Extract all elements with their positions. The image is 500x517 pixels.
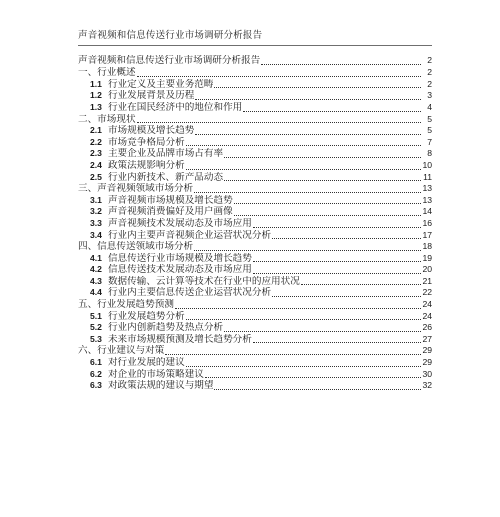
toc-entry-title: 未来市场规模预测及增长趋势分析 [107, 333, 252, 345]
toc-entry-title: 六、行业建议与对策 [78, 345, 165, 357]
toc-entry-page-number: 5 [427, 125, 432, 136]
toc-entry-title: 行业内主要声音视频企业运营状况分析 [107, 229, 272, 241]
toc-entry[interactable] [78, 206, 432, 218]
toc-entry-page-number: 27 [422, 333, 432, 344]
toc-dot-leader [253, 272, 421, 274]
toc-entry[interactable] [78, 79, 432, 91]
toc-entry-number: 6.3 [90, 380, 102, 391]
toc-entry[interactable] [78, 67, 432, 79]
toc-entry-page-number: 14 [422, 206, 432, 217]
toc-entry[interactable] [78, 241, 432, 253]
toc-entry-title: 行业发展趋势分析 [107, 310, 185, 322]
toc-entry-page-number: 20 [422, 264, 432, 275]
toc-entry-page-number: 5 [427, 113, 432, 124]
toc-entry-page-number: 24 [422, 310, 432, 321]
toc-entry-number: 2.2 [90, 136, 102, 147]
toc-entry[interactable] [78, 287, 432, 299]
toc-entry-number: 3.2 [90, 206, 102, 217]
toc-dot-leader [234, 214, 421, 216]
toc-entry-number: 2.3 [90, 148, 102, 159]
toc-entry-page-number: 10 [422, 159, 432, 170]
toc-entry-number: 5.1 [90, 310, 102, 321]
toc-entry[interactable] [78, 125, 432, 137]
toc-entry-title: 行业内新技术、新产品动态 [107, 171, 224, 183]
toc-entry[interactable] [78, 195, 432, 207]
toc-entry[interactable] [78, 322, 432, 334]
toc-entry[interactable] [78, 311, 432, 323]
toc-entry[interactable] [78, 334, 432, 346]
toc-entry-title: 二、市场现状 [78, 113, 136, 125]
toc-entry[interactable] [78, 114, 432, 126]
table-of-contents [78, 55, 432, 392]
toc-entry-page-number: 22 [422, 287, 432, 298]
toc-entry-title: 对政策法规的建议与期望 [107, 380, 214, 392]
toc-entry-number: 4.1 [90, 252, 102, 263]
toc-entry-page-number: 21 [422, 275, 432, 286]
toc-dot-leader [214, 86, 421, 88]
toc-entry-page-number: 7 [427, 136, 432, 147]
toc-dot-leader [253, 341, 421, 343]
toc-entry-number: 2.1 [90, 125, 102, 136]
toc-entry-page-number: 3 [427, 90, 432, 101]
toc-entry-page-number: 30 [422, 368, 432, 379]
toc-dot-leader [253, 260, 421, 262]
toc-entry-title: 主要企业及品牌市场占有率 [107, 148, 224, 160]
toc-entry-title: 对企业的市场策略建议 [107, 368, 204, 380]
toc-entry-title: 行业发展背景及历程 [107, 90, 195, 102]
toc-entry-title: 声音视频和信息传送行业市场调研分析报告 [78, 55, 261, 66]
toc-entry-page-number: 16 [422, 217, 432, 228]
toc-entry-title: 一、行业概述 [78, 67, 136, 79]
toc-dot-leader [261, 63, 421, 65]
toc-dot-leader [272, 237, 421, 239]
toc-entry-number: 5.2 [90, 322, 102, 333]
toc-entry[interactable] [78, 299, 432, 311]
toc-entry[interactable] [78, 264, 432, 276]
toc-entry-page-number: 17 [422, 229, 432, 240]
toc-entry-title: 声音视频消费偏好及用户画像 [107, 206, 233, 218]
toc-entry-title: 声音视频技术发展动态及市场应用 [107, 217, 252, 229]
toc-entry[interactable] [78, 380, 432, 392]
toc-dot-leader [194, 191, 421, 193]
toc-entry-number: 6.1 [90, 357, 102, 368]
toc-entry-number: 2.4 [90, 159, 102, 170]
toc-dot-leader [186, 365, 421, 367]
toc-dot-leader [253, 226, 421, 228]
toc-dot-leader [175, 307, 421, 309]
toc-entry-title: 行业定义及主要业务范畴 [107, 78, 214, 90]
toc-entry[interactable] [78, 55, 432, 67]
toc-entry-number: 1.2 [90, 90, 102, 101]
toc-dot-leader [272, 295, 421, 297]
toc-entry-title: 三、声音视频领域市场分析 [78, 183, 194, 195]
toc-entry-page-number: 11 [423, 171, 432, 182]
toc-entry-title: 行业在国民经济中的地位和作用 [107, 101, 243, 113]
toc-entry[interactable] [78, 345, 432, 357]
toc-entry-number: 4.4 [90, 287, 102, 298]
toc-dot-leader [301, 283, 421, 285]
toc-dot-leader [186, 318, 421, 320]
toc-entry[interactable] [78, 102, 432, 114]
toc-dot-leader [165, 353, 421, 355]
toc-entry-title: 市场竞争格局分析 [107, 136, 185, 148]
toc-entry[interactable] [78, 276, 432, 288]
toc-dot-leader [214, 388, 421, 390]
toc-entry[interactable] [78, 230, 432, 242]
toc-entry-title: 声音视频市场规模及增长趋势 [107, 194, 233, 206]
toc-dot-leader [137, 121, 421, 123]
toc-entry[interactable] [78, 357, 432, 369]
toc-entry-number: 3.1 [90, 194, 102, 205]
toc-entry-page-number: 18 [422, 241, 432, 252]
toc-dot-leader [195, 133, 421, 135]
toc-entry-page-number: 2 [427, 78, 432, 89]
toc-entry-number: 4.2 [90, 264, 102, 275]
toc-entry-title: 信息传送行业市场规模及增长趋势 [107, 252, 252, 264]
running-header: 声音视频和信息传送行业市场调研分析报告 [78, 30, 263, 41]
toc-entry-page-number: 4 [427, 101, 432, 112]
toc-entry-title: 行业内创新趋势及热点分析 [107, 322, 224, 334]
toc-dot-leader [195, 98, 421, 100]
toc-entry[interactable] [78, 137, 432, 149]
toc-entry-number: 3.3 [90, 217, 102, 228]
toc-entry[interactable] [78, 160, 432, 172]
toc-entry-page-number: 13 [422, 183, 432, 194]
toc-entry-title: 行业内主要信息传送企业运营状况分析 [107, 287, 272, 299]
toc-entry-page-number: 2 [427, 67, 432, 78]
toc-dot-leader [224, 179, 421, 181]
toc-dot-leader [243, 110, 421, 112]
toc-entry-title: 四、信息传送领域市场分析 [78, 241, 194, 253]
toc-dot-leader [186, 144, 421, 146]
toc-entry-number: 1.1 [90, 78, 102, 89]
toc-entry-title: 政策法规影响分析 [107, 159, 185, 171]
toc-entry[interactable] [78, 148, 432, 160]
toc-entry-page-number: 13 [422, 194, 432, 205]
toc-entry[interactable] [78, 90, 432, 102]
toc-entry-page-number: 24 [422, 299, 432, 310]
toc-entry-title: 数据传输、云计算等技术在行业中的应用状况 [107, 275, 300, 287]
toc-entry-number: 6.2 [90, 368, 102, 379]
toc-dot-leader [137, 75, 421, 77]
toc-entry-page-number: 29 [422, 345, 432, 356]
toc-entry-number: 3.4 [90, 229, 102, 240]
toc-entry-number: 1.3 [90, 101, 102, 112]
toc-entry-page-number: 8 [427, 148, 432, 159]
toc-entry[interactable] [78, 218, 432, 230]
toc-dot-leader [234, 202, 421, 204]
toc-entry-number: 5.3 [90, 333, 102, 344]
toc-entry-title: 对行业发展的建议 [107, 357, 185, 369]
toc-dot-leader [224, 156, 421, 158]
toc-dot-leader [224, 330, 421, 332]
toc-entry-page-number: 29 [422, 357, 432, 368]
toc-entry[interactable] [78, 369, 432, 381]
toc-entry-title: 信息传送技术发展动态及市场应用 [107, 264, 252, 276]
toc-dot-leader [205, 376, 421, 378]
toc-entry[interactable] [78, 253, 432, 265]
toc-entry-page-number: 19 [422, 252, 432, 263]
toc-entry-number: 4.3 [90, 275, 102, 286]
toc-entry-page-number: 26 [422, 322, 432, 333]
toc-entry-page-number: 32 [422, 380, 432, 391]
toc-entry-title: 五、行业发展趋势预测 [78, 299, 174, 311]
toc-entry-title: 市场规模及增长趋势 [107, 125, 195, 137]
toc-entry-number: 2.5 [90, 171, 102, 182]
header-rule [78, 45, 432, 46]
toc-entry[interactable] [78, 172, 432, 184]
toc-entry[interactable] [78, 183, 432, 195]
toc-entry-page-number: 2 [427, 55, 432, 65]
toc-dot-leader [194, 249, 421, 251]
toc-dot-leader [186, 168, 421, 170]
